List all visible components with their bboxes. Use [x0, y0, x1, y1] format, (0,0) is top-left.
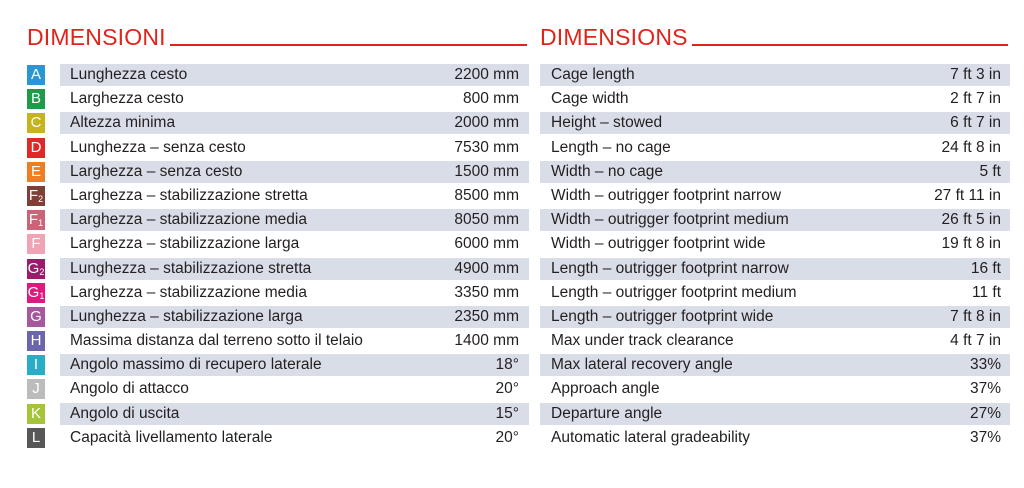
- table-row-cell: [540, 88, 1010, 110]
- table-row: [540, 209, 1010, 231]
- dimension-value: 5 ft: [979, 162, 1001, 180]
- table-row: [540, 354, 1010, 376]
- dimension-letter-subscript: 2: [38, 193, 44, 204]
- title-rule-english: [692, 44, 1008, 46]
- dimension-label: Altezza minima: [70, 114, 176, 132]
- table-row-cell: [540, 403, 1010, 425]
- dimension-letter-badge: [27, 234, 45, 254]
- table-row: [540, 161, 1010, 183]
- dimension-value: 27%: [969, 404, 1001, 422]
- table-row-cell: [60, 282, 529, 304]
- heading-english: [540, 20, 1008, 50]
- table-english: [540, 64, 1010, 451]
- dimension-value: 27 ft 11 in: [934, 186, 1001, 204]
- dimension-label: Massima distanza dal terreno sotto il telaio: [70, 332, 363, 350]
- dimension-label: Max lateral recovery angle: [551, 356, 733, 374]
- table-row-cell: [60, 64, 529, 86]
- dimension-letter-badge: [27, 428, 45, 448]
- dimension-letter-badge: [27, 307, 45, 327]
- table-row-cell: [540, 233, 1010, 255]
- table-row: [27, 161, 529, 183]
- table-row-cell: [60, 161, 529, 183]
- dimension-letter-badge: [27, 210, 45, 230]
- dimension-label: Departure angle: [551, 404, 663, 422]
- dimension-letter-badge: [27, 355, 45, 375]
- table-row: [27, 427, 529, 449]
- dimension-value: 3350 mm: [454, 283, 519, 301]
- dimension-label: Width – outrigger footprint wide: [551, 235, 766, 253]
- table-row-cell: [540, 354, 1010, 376]
- dimension-letter: G: [27, 259, 40, 277]
- dimension-letter-badge: [27, 113, 45, 133]
- table-row: [540, 427, 1010, 449]
- dimension-letter-subscript: 1: [39, 290, 45, 301]
- table-row-cell: [60, 403, 529, 425]
- dimension-value: 1400 mm: [454, 332, 519, 350]
- dimension-label: Larghezza – senza cesto: [70, 162, 243, 180]
- table-row: [540, 378, 1010, 400]
- title-english: DIMENSIONS: [540, 24, 688, 50]
- table-row: [27, 282, 529, 304]
- table-row: [27, 137, 529, 159]
- table-row-cell: [60, 88, 529, 110]
- table-row: [27, 64, 529, 86]
- dimension-label: Larghezza – stabilizzazione stretta: [70, 186, 308, 204]
- dimension-label: Lunghezza cesto: [70, 66, 188, 83]
- dimension-letter-badge: [27, 186, 45, 206]
- dimension-value: 19 ft 8 in: [941, 235, 1001, 253]
- table-row-cell: [60, 137, 529, 159]
- dimension-value: 2 ft 7 in: [950, 90, 1001, 108]
- dimension-label: Capacità livellamento laterale: [70, 428, 273, 446]
- dimension-value: 11 ft: [971, 283, 1001, 301]
- dimension-label: Height – stowed: [551, 114, 663, 132]
- table-row-cell: [60, 306, 529, 328]
- dimension-letter-badge: [27, 331, 45, 351]
- dimension-label: Approach angle: [551, 380, 660, 398]
- dimension-letter: F: [28, 186, 39, 204]
- table-row-cell: [540, 378, 1010, 400]
- table-row-cell: [60, 378, 529, 400]
- dimension-letter: A: [30, 66, 41, 83]
- table-row-cell: [540, 209, 1010, 231]
- table-row: [540, 306, 1010, 328]
- dimension-value: 26 ft 5 in: [941, 211, 1001, 229]
- dimension-value: 7530 mm: [454, 138, 519, 156]
- dimension-label: Length – outrigger footprint narrow: [551, 259, 789, 277]
- dimension-value: 8500 mm: [454, 186, 519, 204]
- heading-italian: [27, 20, 527, 50]
- dimension-label: Automatic lateral gradeability: [551, 428, 751, 446]
- dimension-letter: F: [31, 235, 41, 253]
- dimension-letter: I: [33, 356, 39, 374]
- dimension-value: 18°: [495, 356, 519, 374]
- dimension-label: Lunghezza – stabilizzazione stretta: [70, 259, 312, 277]
- dimension-value: 16 ft: [970, 259, 1001, 277]
- dimension-value: 33%: [969, 356, 1001, 374]
- dimension-label: Length – no cage: [551, 138, 671, 156]
- dimension-value: 4 ft 7 in: [950, 332, 1001, 350]
- dimension-value: 800 mm: [463, 90, 519, 108]
- dimension-letter: F: [28, 211, 39, 229]
- table-row: [27, 403, 529, 425]
- table-row: [27, 354, 529, 376]
- dimension-label: Larghezza – stabilizzazione media: [70, 211, 307, 229]
- dimension-letter-badge: [27, 404, 45, 424]
- dimension-value: 6000 mm: [454, 235, 519, 253]
- table-row: [27, 112, 529, 134]
- table-row: [540, 185, 1010, 207]
- dimension-label: Length – outrigger footprint medium: [551, 283, 797, 301]
- table-row: [27, 330, 529, 352]
- dimension-letter: C: [30, 114, 42, 132]
- table-row: [540, 233, 1010, 255]
- dimension-letter-badge: [27, 89, 45, 109]
- dimension-label: Length – outrigger footprint wide: [551, 307, 774, 325]
- dimension-letter-badge: [27, 65, 45, 85]
- table-row: [540, 88, 1010, 110]
- table-row: [540, 137, 1010, 159]
- dimension-value: 37%: [969, 428, 1001, 446]
- dimension-value: 2350 mm: [454, 307, 519, 325]
- dimension-letter: G: [30, 307, 42, 325]
- table-row-cell: [60, 330, 529, 352]
- table-row-cell: [60, 233, 529, 255]
- table-row: [27, 378, 529, 400]
- dimension-label: Larghezza – stabilizzazione larga: [70, 235, 300, 253]
- table-row: [27, 209, 529, 231]
- table-row-cell: [540, 330, 1010, 352]
- table-row-cell: [60, 209, 529, 231]
- table-row: [540, 330, 1010, 352]
- table-row-cell: [540, 427, 1010, 449]
- dimension-value: 24 ft 8 in: [941, 138, 1001, 156]
- dimension-value: 2200 mm: [454, 66, 519, 83]
- table-row-cell: [540, 112, 1010, 134]
- dimension-label: Angolo massimo di recupero laterale: [70, 356, 322, 374]
- dimension-label: Cage length: [551, 66, 635, 83]
- dimension-letter-subscript: 2: [39, 266, 45, 277]
- table-italian: [27, 64, 529, 451]
- dimension-value: 7 ft 8 in: [950, 307, 1001, 325]
- dimension-label: Angolo di uscita: [70, 404, 180, 422]
- table-row-cell: [540, 306, 1010, 328]
- table-row-cell: [540, 258, 1010, 280]
- table-row-cell: [540, 161, 1010, 183]
- dimension-letter: G: [27, 283, 40, 301]
- table-row: [27, 306, 529, 328]
- dimension-value: 7 ft 3 in: [950, 66, 1001, 83]
- table-row-cell: [60, 258, 529, 280]
- dimension-value: 2000 mm: [454, 114, 519, 132]
- dimension-label: Larghezza cesto: [70, 90, 184, 108]
- table-row-cell: [60, 112, 529, 134]
- dimension-value: 20°: [495, 428, 519, 446]
- dimension-letter: H: [30, 332, 42, 350]
- dimension-letter-badge: [27, 259, 45, 279]
- dimension-letter-badge: [27, 379, 45, 399]
- table-row: [540, 282, 1010, 304]
- dimension-label: Width – no cage: [551, 162, 664, 180]
- table-row: [540, 403, 1010, 425]
- dimension-letter: J: [32, 380, 40, 398]
- dimension-value: 1500 mm: [454, 162, 519, 180]
- dimension-label: Width – outrigger footprint narrow: [551, 186, 782, 204]
- dimension-letter-subscript: 1: [38, 218, 44, 229]
- dimension-value: 20°: [495, 380, 519, 398]
- table-row-cell: [60, 185, 529, 207]
- dimension-label: Angolo di attacco: [70, 380, 189, 398]
- dimension-letter: E: [30, 162, 41, 180]
- dimension-value: 6 ft 7 in: [950, 114, 1001, 132]
- dimension-label: Cage width: [551, 90, 629, 108]
- table-row-cell: [60, 427, 529, 449]
- dimension-letter: D: [30, 138, 42, 156]
- table-row: [540, 258, 1010, 280]
- dimension-value: 15°: [495, 404, 519, 422]
- dimension-letter-badge: [27, 162, 45, 182]
- table-row-cell: [540, 185, 1010, 207]
- table-row-cell: [540, 137, 1010, 159]
- dimension-label: Larghezza – stabilizzazione media: [70, 283, 307, 301]
- table-row: [27, 233, 529, 255]
- dimension-value: 4900 mm: [454, 259, 519, 277]
- table-row: [540, 112, 1010, 134]
- dimension-label: Lunghezza – stabilizzazione larga: [70, 307, 303, 325]
- dimension-letter: L: [31, 428, 41, 446]
- dimension-value: 8050 mm: [454, 211, 519, 229]
- table-row: [540, 64, 1010, 86]
- dimension-value: 37%: [969, 380, 1001, 398]
- title-rule-italian: [170, 44, 527, 46]
- dimension-letter-badge: [27, 283, 45, 303]
- dimension-label: Width – outrigger footprint medium: [551, 211, 789, 229]
- dimension-label: Lunghezza – senza cesto: [70, 138, 246, 156]
- table-row-cell: [540, 64, 1010, 86]
- dimension-letter: K: [30, 404, 41, 422]
- dimension-label: Max under track clearance: [551, 332, 734, 350]
- table-row-cell: [540, 282, 1010, 304]
- dimension-letter: B: [30, 90, 41, 108]
- dimension-letter-badge: [27, 138, 45, 158]
- table-row: [27, 88, 529, 110]
- title-italian: DIMENSIONI: [27, 24, 166, 50]
- table-row: [27, 258, 529, 280]
- table-row-cell: [60, 354, 529, 376]
- table-row: [27, 185, 529, 207]
